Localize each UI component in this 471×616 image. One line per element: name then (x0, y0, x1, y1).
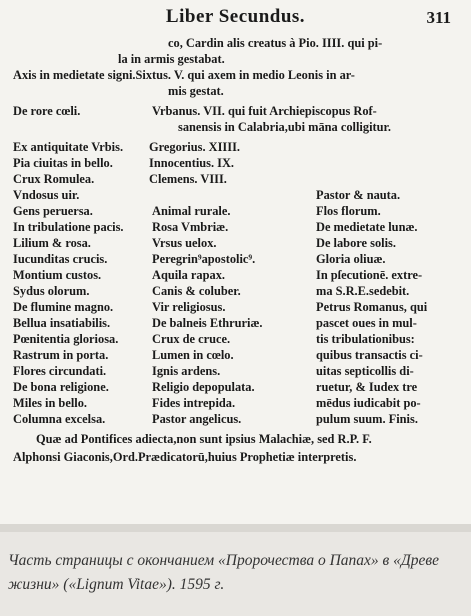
right-column-item: Pastor & nauta. (316, 188, 401, 202)
right-column-item: pulum suum. Finis. (316, 412, 418, 426)
text-line: Crux Romulea. (13, 172, 95, 186)
text-line: Axis in medietate signi.Sixtus. V. qui axem in medio Leonis in ar- (13, 68, 355, 82)
right-column-item: In pſecutionē. extre- (316, 268, 423, 282)
running-title: Liber Secundus. (165, 6, 306, 27)
page-edge (0, 524, 471, 532)
right-column-item: De medietate lunæ. (316, 220, 418, 234)
left-column-item: Miles in bello. (13, 396, 87, 410)
middle-column-item: Ignis ardens. (152, 364, 221, 378)
text-line: Gregorius. XIIII. (149, 140, 240, 154)
text-line: mis gestat. (168, 84, 224, 98)
right-column-item: Gloria oliuæ. (316, 252, 386, 266)
middle-column-item: Crux de cruce. (152, 332, 231, 346)
middle-column-item: Peregrin⁹apostolic⁹. (152, 252, 256, 266)
middle-column-item: Vrsus uelox. (152, 236, 217, 250)
left-column-item: Iucunditas crucis. (13, 252, 108, 266)
right-column-item: mēdus iudicabit po- (316, 396, 421, 410)
text-line: co, Cardin alis creatus à Pio. IIII. qui pi- (168, 36, 383, 50)
text-line: Innocentius. IX. (149, 156, 235, 170)
right-column-item: pascet oues in mul- (316, 316, 417, 330)
closing-note-line: Alphonsi Giaconis,Ord.Prædicatorū,huius Prophetiæ interpretis. (13, 450, 357, 464)
text-line: Vrbanus. VII. qui fuit Archiepiscopus Rof- (152, 104, 377, 118)
middle-column-item: Fides intrepida. (152, 396, 236, 410)
middle-column-item: De balneis Ethruriæ. (152, 316, 263, 330)
right-column-item: ruetur, & Iudex tre (316, 380, 418, 394)
right-column-item: Flos florum. (316, 204, 381, 218)
left-column-item: Bellua insatiabilis. (13, 316, 111, 330)
text-line: De rore cœli. (13, 104, 81, 118)
right-column-item: ma S.R.E.sedebit. (316, 284, 410, 298)
page-number: 311 (426, 8, 451, 27)
middle-column-item: Rosa Vmbriæ. (152, 220, 229, 234)
right-column-item: uitas septicollis di- (316, 364, 414, 378)
left-column-item: Montium custos. (13, 268, 102, 282)
left-column-item: De flumine magno. (13, 300, 114, 314)
left-column-item: Lilium & rosa. (13, 236, 91, 250)
left-column-item: Columna excelsa. (13, 412, 106, 426)
middle-column-item: Aquila rapax. (152, 268, 225, 282)
text-line: Vndosus uir. (13, 188, 80, 202)
left-column-item: Rastrum in porta. (13, 348, 109, 362)
right-column-item: quibus transactis ci- (316, 348, 423, 362)
text-line: Pia ciuitas in bello. (13, 156, 113, 170)
left-column-item: Pœnitentia gloriosa. (13, 332, 119, 346)
text-line: la in armis gestabat. (118, 52, 225, 66)
left-column-item: Sydus olorum. (13, 284, 90, 298)
middle-column-item: Religio depopulata. (152, 380, 255, 394)
middle-column-item: Vir religiosus. (152, 300, 226, 314)
text-line: sanensis in Calabria,ubi māna colligitur. (178, 120, 391, 134)
middle-column-item: Lumen in cœlo. (152, 348, 234, 362)
image-caption: Часть страницы с окончанием «Пророчества о Папах» в «Древе жизни» («Lignum Vitae»). 1595 г. (8, 552, 439, 593)
left-column-item: Gens peruersa. (13, 204, 93, 218)
text-line: Ex antiquitate Vrbis. (13, 140, 124, 154)
left-column-item: In tribulatione pacis. (13, 220, 124, 234)
left-column-item: Flores circundati. (13, 364, 107, 378)
middle-column-item: Animal rurale. (152, 204, 231, 218)
closing-note-line: Quæ ad Pontifices adiecta,non sunt ipsius Malachiæ, sed R.P. F. (36, 432, 372, 446)
middle-column-item: Pastor angelicus. (152, 412, 242, 426)
left-column-item: De bona religione. (13, 380, 109, 394)
right-column-item: tis tribulationibus: (316, 332, 415, 346)
middle-column-item: Canis & coluber. (152, 284, 241, 298)
right-column-item: Petrus Romanus, qui (316, 300, 428, 314)
text-line: Clemens. VIII. (149, 172, 227, 186)
right-column-item: De labore solis. (316, 236, 396, 250)
